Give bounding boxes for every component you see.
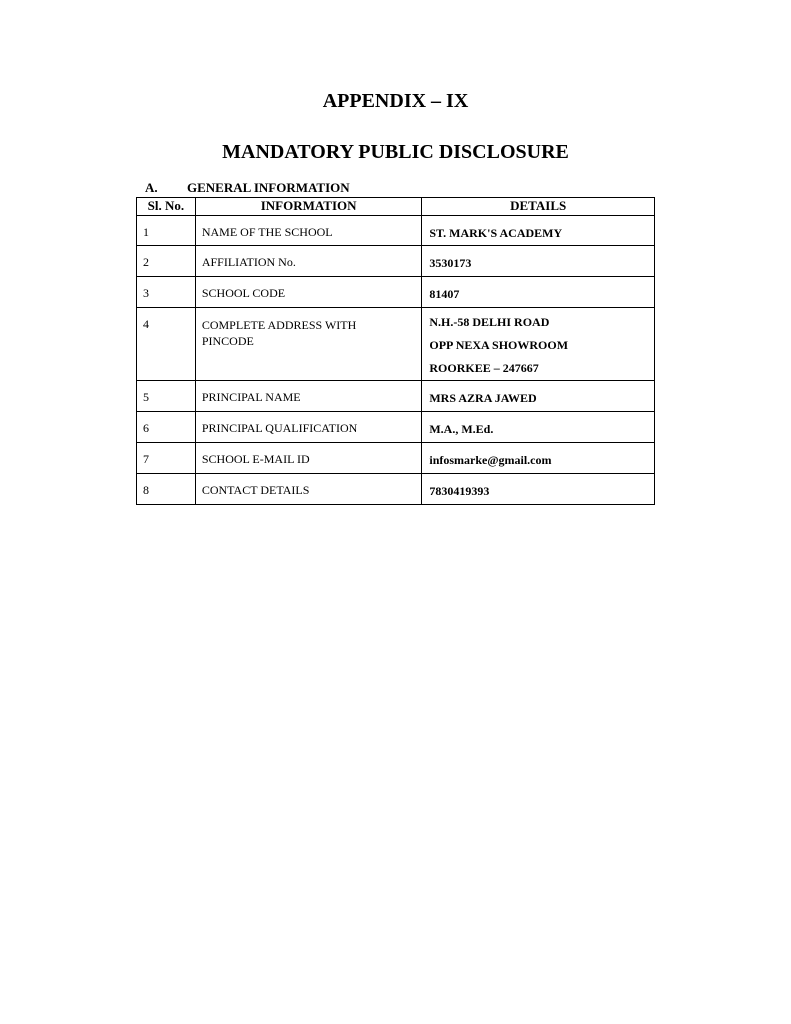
row-number: 7 — [137, 443, 196, 474]
table-row — [137, 412, 655, 443]
row-details: ST. MARK'S ACADEMY — [422, 216, 655, 246]
row-number: 1 — [137, 216, 196, 246]
address-line: N.H.-58 DELHI ROAD — [429, 315, 550, 329]
section-letter: A. — [145, 180, 158, 195]
row-information: PRINCIPAL NAME — [195, 381, 422, 412]
table-row — [137, 246, 655, 277]
address-line: ROORKEE – 247667 — [429, 361, 539, 375]
row-information: SCHOOL CODE — [195, 277, 422, 308]
info-line: COMPLETE ADDRESS WITH — [201, 318, 357, 332]
row-details: M.A., M.Ed. — [422, 412, 655, 443]
general-information-table — [136, 197, 655, 505]
section-title: GENERAL INFORMATION — [187, 180, 350, 195]
appendix-title: APPENDIX – IX — [322, 90, 469, 112]
table-row — [137, 381, 655, 412]
info-line: PINCODE — [201, 334, 254, 348]
address-line: OPP NEXA SHOWROOM — [429, 338, 569, 352]
table-row — [137, 216, 655, 246]
row-details-address — [422, 308, 655, 381]
row-details: MRS AZRA JAWED — [422, 381, 655, 412]
row-details: 3530173 — [422, 246, 655, 277]
table-row — [137, 443, 655, 474]
table-row — [137, 277, 655, 308]
table-row — [137, 474, 655, 505]
row-information: SCHOOL E-MAIL ID — [195, 443, 422, 474]
page-title: MANDATORY PUBLIC DISCLOSURE — [222, 141, 569, 163]
row-details: 81407 — [422, 277, 655, 308]
table-header-row — [137, 198, 655, 216]
table-row — [137, 308, 655, 381]
row-information: AFFILIATION No. — [195, 246, 422, 277]
column-header-sl-no: Sl. No. — [137, 198, 196, 216]
row-details: 7830419393 — [422, 474, 655, 505]
row-information: PRINCIPAL QUALIFICATION — [195, 412, 422, 443]
row-number: 4 — [137, 308, 196, 381]
row-information: CONTACT DETAILS — [195, 474, 422, 505]
row-number: 8 — [137, 474, 196, 505]
row-number: 3 — [137, 277, 196, 308]
row-number: 5 — [137, 381, 196, 412]
section-heading — [145, 180, 350, 196]
row-information — [195, 308, 422, 381]
row-number: 6 — [137, 412, 196, 443]
row-number: 2 — [137, 246, 196, 277]
column-header-information: INFORMATION — [195, 198, 422, 216]
column-header-details: DETAILS — [422, 198, 655, 216]
row-information: NAME OF THE SCHOOL — [195, 216, 422, 246]
row-details: infosmarke@gmail.com — [422, 443, 655, 474]
